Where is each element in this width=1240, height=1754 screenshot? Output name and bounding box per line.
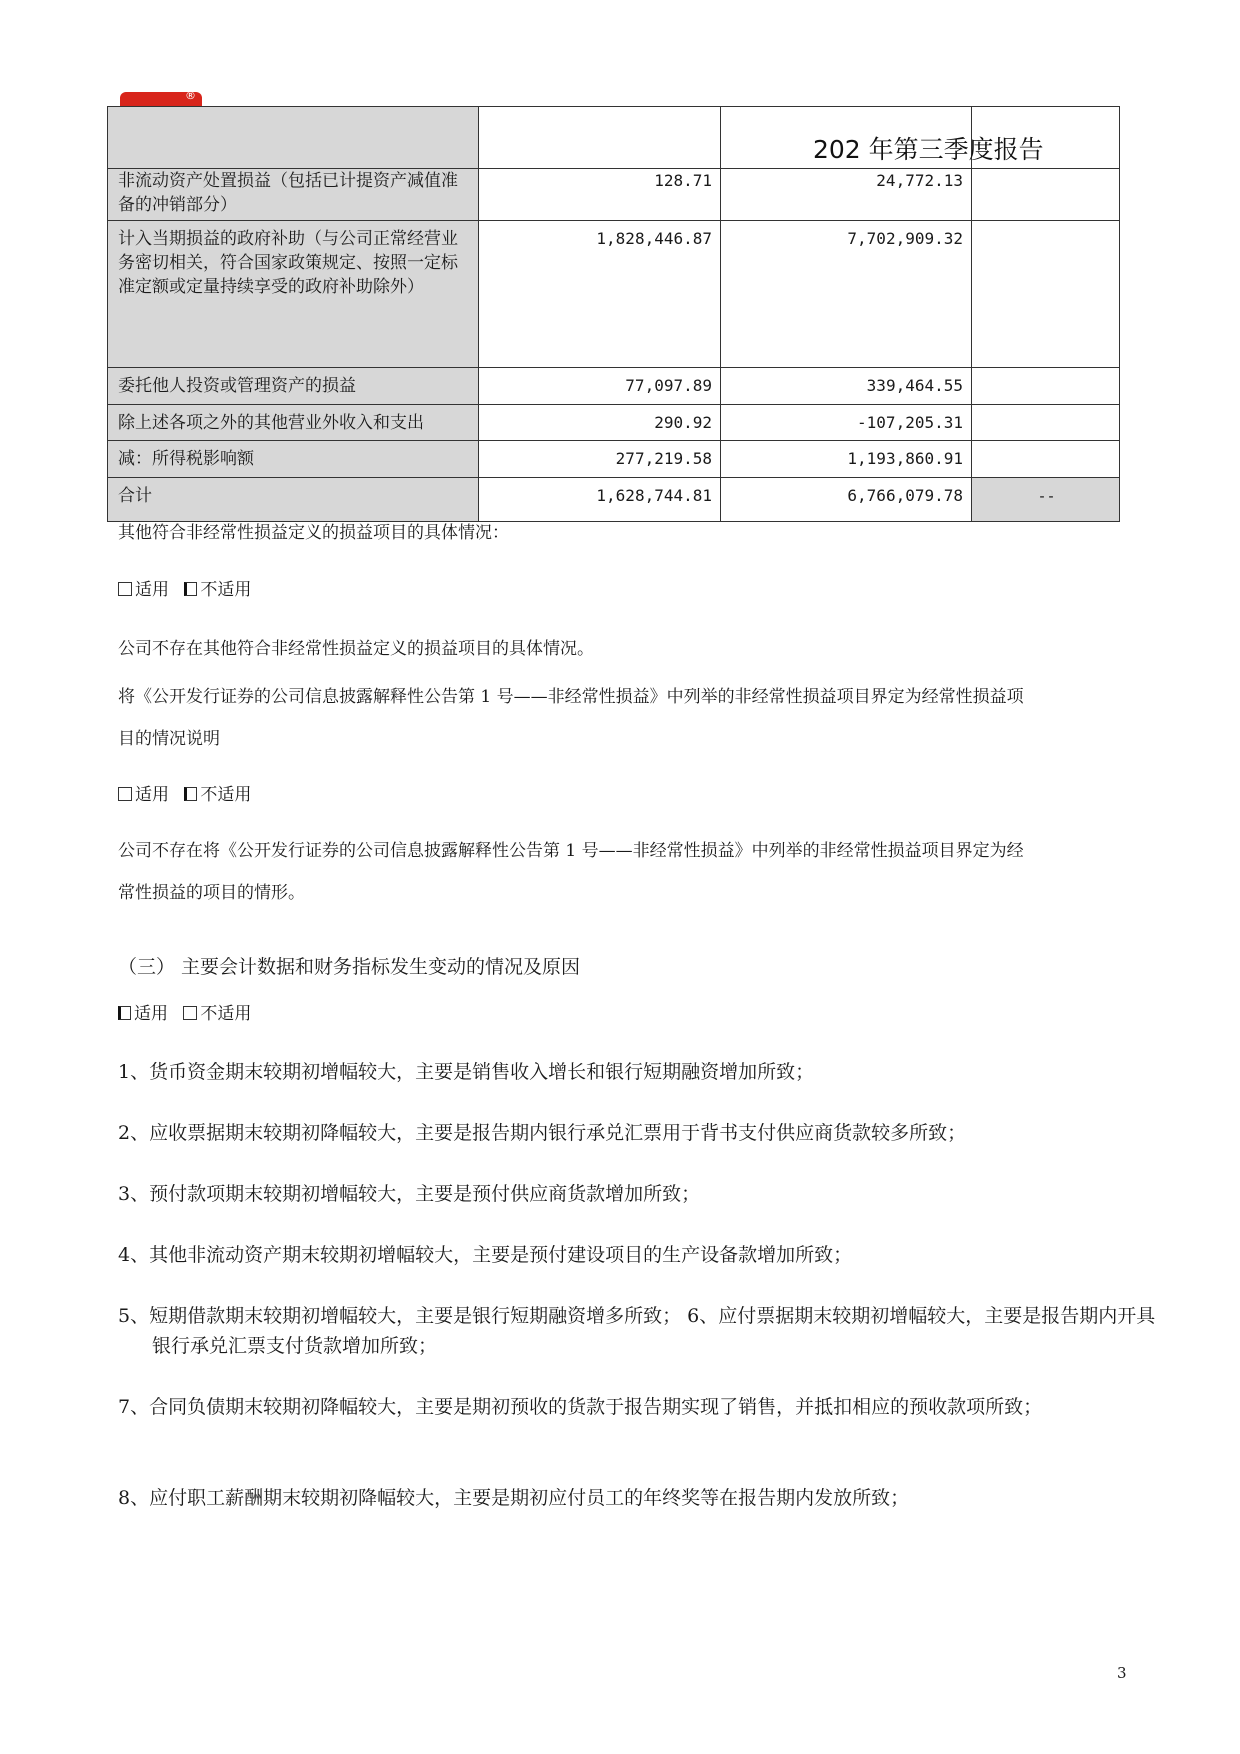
not-applicable-label: 不适用 — [200, 580, 252, 600]
table-row — [108, 441, 1120, 478]
current-period-value: 1,628,744.81 — [479, 478, 721, 522]
reclass-intro-line-2: 目的情况说明 — [118, 729, 220, 749]
section-heading: （三） 主要会计数据和财务指标发生变动的情况及原因 — [118, 956, 581, 978]
reclass-none-line-2: 常性损益的项目的情形。 — [118, 883, 305, 903]
applicable-label: 适用 — [135, 785, 169, 805]
change-reason-item-8: 8、应付职工薪酬期末较期初降幅较大，主要是期初应付员工的年终奖等在报告期内发放所致； — [118, 1487, 910, 1509]
row-label: 非流动资产处置损益（包括已计提资产减值准备的冲销部分） — [108, 169, 479, 221]
row-label: 合计 — [108, 478, 479, 522]
note-cell — [972, 441, 1120, 478]
ytd-value: 339,464.55 — [721, 368, 972, 405]
change-reason-item-5: 5、短期借款期末较期初增幅较大，主要是银行短期融资增多所致； 6、应付票据期末较期初增幅较大，主要是报告期内开具银行承兑汇票支付货款增加所致； — [118, 1305, 1156, 1357]
current-period-value: 128.71 — [479, 169, 721, 221]
checkbox-icon — [118, 582, 132, 596]
checkbox-checked-icon — [118, 1006, 131, 1020]
table-row-total — [108, 478, 1120, 522]
checkbox-icon — [118, 787, 132, 801]
ytd-value: 6,766,079.78 — [721, 478, 972, 522]
ytd-value: 1,193,860.91 — [721, 441, 972, 478]
row-label — [108, 107, 479, 169]
table-row — [108, 405, 1120, 441]
reclass-intro-line-1: 将《公开发行证券的公司信息披露解释性公告第 1 号——非经常性损益》中列举的非经常性损益项目界定为经常性损益项 — [118, 687, 1024, 707]
change-reason-item-1: 1、货币资金期末较期初增幅较大，主要是销售收入增长和银行短期融资增加所致； — [118, 1061, 815, 1083]
applicability-options-2 — [118, 783, 251, 807]
current-period-value: 290.92 — [479, 405, 721, 441]
current-period-value — [479, 107, 721, 169]
current-period-value: 277,219.58 — [479, 441, 721, 478]
not-applicable-label: 不适用 — [200, 1004, 252, 1024]
change-reason-item-4: 4、其他非流动资产期末较期初增幅较大，主要是预付建设项目的生产设备款增加所致； — [118, 1244, 853, 1266]
table-row — [108, 169, 1120, 221]
table-row — [108, 221, 1120, 368]
note-cell: -- — [972, 478, 1120, 522]
note-cell — [972, 221, 1120, 368]
change-reason-item-7: 7、合同负债期末较期初降幅较大，主要是期初预收的货款于报告期实现了销售，并抵扣相应的预收款项所致； — [118, 1396, 1043, 1418]
ytd-value: -107,205.31 — [721, 405, 972, 441]
ytd-value: 7,702,909.32 — [721, 221, 972, 368]
row-label: 减：所得税影响额 — [108, 441, 479, 478]
current-period-value: 77,097.89 — [479, 368, 721, 405]
checkbox-checked-icon — [184, 582, 197, 596]
registered-mark-icon: ® — [185, 89, 196, 102]
note-cell — [972, 405, 1120, 441]
note-cell — [972, 368, 1120, 405]
current-period-value: 1,828,446.87 — [479, 221, 721, 368]
other-items-intro: 其他符合非经常性损益定义的损益项目的具体情况： — [118, 523, 509, 543]
table-row — [108, 368, 1120, 405]
row-label: 委托他人投资或管理资产的损益 — [108, 368, 479, 405]
ytd-value: 24,772.13 — [721, 169, 972, 221]
applicable-label: 适用 — [134, 1004, 168, 1024]
applicable-label: 适用 — [135, 580, 169, 600]
change-reason-item-2: 2、应收票据期末较期初降幅较大，主要是报告期内银行承兑汇票用于背书支付供应商货款较多所致； — [118, 1122, 967, 1144]
page-number: 3 — [1117, 1664, 1127, 1682]
note-cell — [972, 169, 1120, 221]
row-label: 除上述各项之外的其他营业外收入和支出 — [108, 405, 479, 441]
reclass-none-line-1: 公司不存在将《公开发行证券的公司信息披露解释性公告第 1 号——非经常性损益》中列举的非经常性损益项目界定为经 — [118, 841, 1024, 861]
checkbox-checked-icon — [184, 787, 197, 801]
company-logo — [120, 89, 202, 106]
non-recurring-gains-table — [107, 106, 1120, 522]
checkbox-icon — [183, 1006, 197, 1020]
applicability-options-1 — [118, 578, 251, 602]
row-label: 计入当期损益的政府补助（与公司正常经营业务密切相关，符合国家政策规定、按照一定标准定额或定量持续享受的政府补助除外） — [108, 221, 479, 368]
applicability-options-3 — [118, 1002, 251, 1026]
not-applicable-label: 不适用 — [200, 785, 252, 805]
report-title: 202 年第三季度报告 — [813, 135, 1044, 164]
other-items-none: 公司不存在其他符合非经常性损益定义的损益项目的具体情况。 — [118, 639, 594, 659]
change-reason-item-3: 3、预付款项期末较期初增幅较大，主要是预付供应商货款增加所致； — [118, 1183, 701, 1205]
